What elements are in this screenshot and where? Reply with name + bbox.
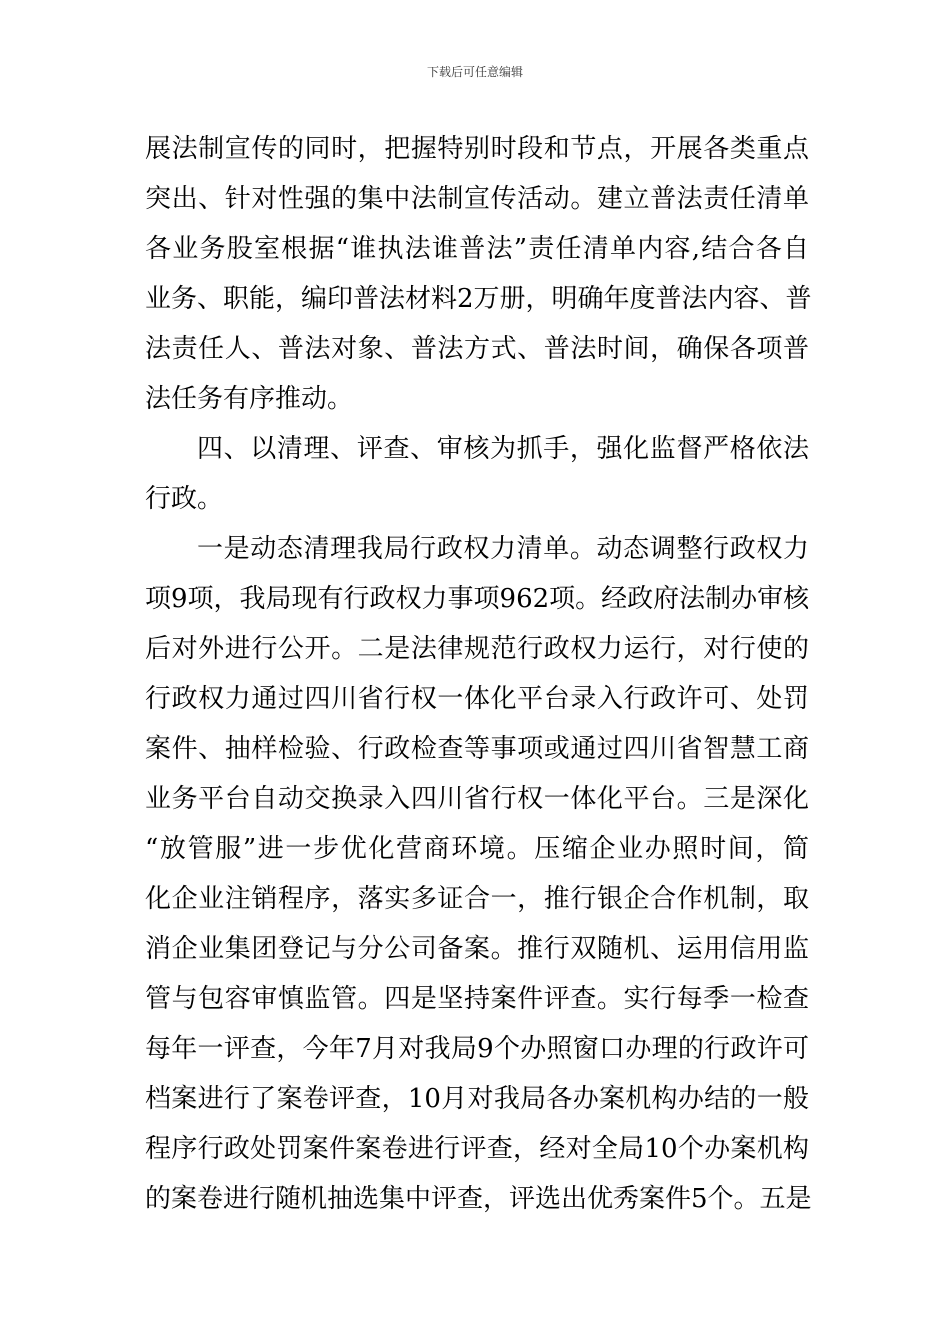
body-line: 业务、职能，编印普法材料2万册，明确年度普法内容、普: [145, 284, 812, 314]
body-line: 行政权力通过四川省行权一体化平台录入行政许可、处罚: [145, 684, 809, 714]
document-body: [145, 124, 812, 1224]
body-line: 展法制宣传的同时，把握特别时段和节点，开展各类重点: [145, 134, 809, 164]
body-line: 法责任人、普法对象、普法方式、普法时间，确保各项普: [145, 334, 809, 364]
body-line: 项9项，我局现有行政权力事项962项。经政府法制办审核: [145, 584, 810, 614]
body-line: 各业务股室根据“谁执法谁普法”责任清单内容,结合各自: [145, 234, 809, 264]
body-line: 的案卷进行随机抽选集中评查，评选出优秀案件5个。五是: [145, 1184, 812, 1214]
body-line: 突出、针对性强的集中法制宣传活动。建立普法责任清单: [145, 184, 809, 214]
body-line: 业务平台自动交换录入四川省行权一体化平台。三是深化: [145, 784, 809, 814]
body-line: 案件、抽样检验、行政检查等事项或通过四川省智慧工商: [145, 734, 809, 764]
body-line: 消企业集团登记与分公司备案。推行双随机、运用信用监: [145, 934, 809, 964]
body-line: 一是动态清理我局行政权力清单。动态调整行政权力: [197, 534, 809, 564]
body-line: 档案进行了案卷评查，10月对我局各办案机构办结的一般: [145, 1084, 809, 1114]
body-line: 每年一评查，今年7月对我局9个办照窗口办理的行政许可: [145, 1034, 809, 1064]
body-line: “放管服”进一步优化营商环境。压缩企业办照时间，简: [145, 834, 809, 864]
body-line: 管与包容审慎监管。四是坚持案件评查。实行每季一检查: [145, 984, 809, 1014]
body-line: 化企业注销程序，落实多证合一，推行银企合作机制，取: [145, 884, 809, 914]
section-heading-line: 行政。: [145, 484, 224, 514]
page-header: 下载后可任意编辑: [426, 65, 523, 79]
section-heading-line: 四、以清理、评查、审核为抓手，强化监督严格依法: [197, 434, 809, 464]
body-line: 程序行政处罚案件案卷进行评查，经对全局10个办案机构: [145, 1134, 809, 1164]
body-line: 法任务有序推动。: [145, 384, 354, 414]
body-line: 后对外进行公开。二是法律规范行政权力运行，对行使的: [145, 634, 809, 664]
